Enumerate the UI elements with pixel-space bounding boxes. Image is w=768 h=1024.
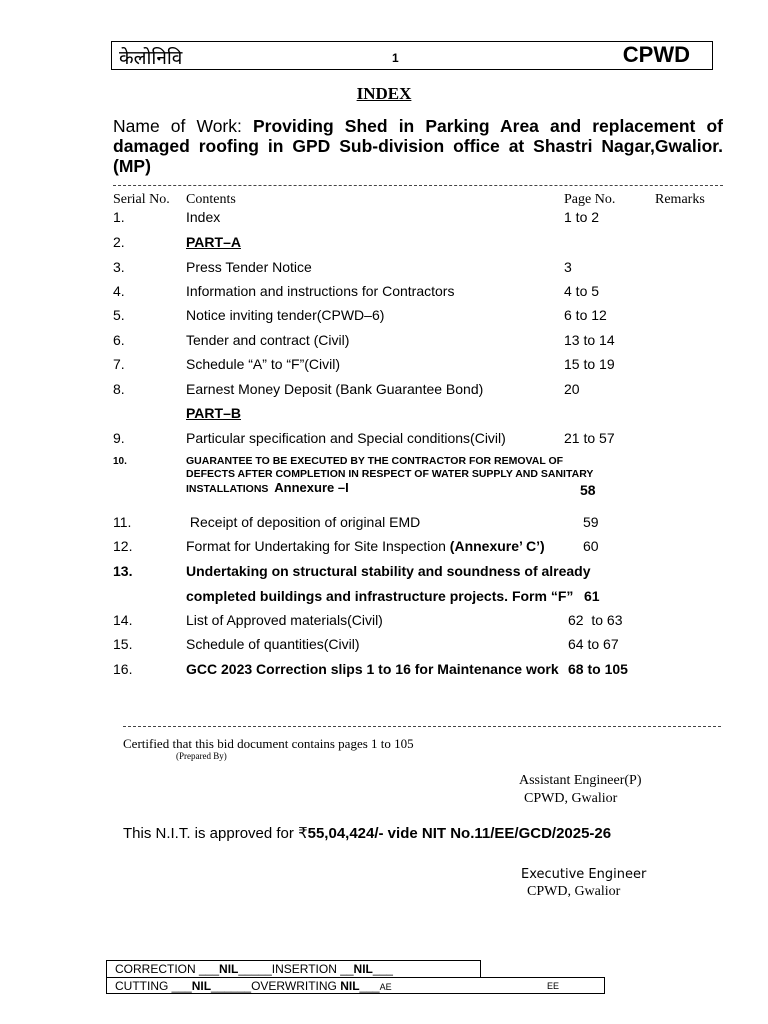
index-row: [0, 430, 768, 450]
row-content: GCC 2023 Correction slips 1 to 16 for Maintenance work: [186, 661, 559, 677]
divider: [113, 185, 723, 186]
row-serial: 14.: [113, 612, 133, 628]
index-row: [0, 332, 768, 352]
index-row: [0, 661, 768, 681]
row-serial: 7.: [113, 356, 125, 372]
row-serial: 3.: [113, 259, 125, 275]
row-serial: 5.: [113, 307, 125, 323]
index-row: [0, 636, 768, 656]
row-content: Schedule of quantities(Civil): [186, 636, 360, 652]
row-page: 1 to 2: [564, 209, 600, 225]
row-page: 21 to 57: [564, 430, 615, 446]
index-row: [0, 307, 768, 327]
row-content: List of Approved materials(Civil): [186, 612, 383, 628]
annexure-label: (Annexure’ C’): [449, 538, 545, 554]
col-page: Page No.: [564, 192, 616, 207]
row-content: Index: [186, 209, 221, 225]
row-page: 6 to 12: [564, 307, 607, 323]
index-row: [0, 563, 768, 583]
ae-mark: AE: [379, 982, 392, 992]
row-content: Tender and contract (Civil): [186, 332, 350, 348]
row-content-continued: completed buildings and infrastructure projects. Form “F”: [186, 588, 574, 604]
executive-engineer-location: CPWD, Gwalior: [527, 884, 621, 899]
row-serial: 6.: [113, 332, 125, 348]
correction-line: [115, 962, 393, 976]
index-row: [0, 514, 768, 534]
approval-statement: [123, 824, 611, 842]
row-content: Earnest Money Deposit (Bank Guarantee Bond): [186, 381, 484, 397]
index-row: [0, 405, 768, 425]
index-row: [0, 209, 768, 229]
work-label: Name of Work:: [113, 116, 253, 136]
certified-statement: Certified that this bid document contains pages 1 to 105: [123, 736, 414, 751]
row-content: Press Tender Notice: [186, 259, 312, 275]
row-page: 59: [583, 514, 599, 530]
approval-amount: 55,04,424/- vide NIT No.11/EE/GCD/2025-26: [307, 825, 612, 842]
divider: [123, 726, 721, 727]
row-content: Particular specification and Special conditions(Civil): [186, 430, 506, 446]
row-serial: 2.: [113, 234, 125, 250]
index-row: [0, 259, 768, 279]
index-row: [0, 381, 768, 401]
index-row: [0, 538, 768, 558]
row-page: 60: [583, 538, 599, 554]
row-page: 20: [564, 381, 580, 397]
row-page: 62 to 63: [568, 612, 623, 628]
index-row: [0, 612, 768, 632]
header-org: CPWD: [622, 42, 690, 67]
row-content: Receipt of deposition of original EMD: [186, 514, 421, 530]
insertion-tail: ___: [372, 962, 393, 976]
row-serial: 12.: [113, 538, 133, 554]
index-title: INDEX: [356, 84, 412, 103]
guarantee-text: GUARANTEE TO BE EXECUTED BY THE CONTRACTOR FOR REMOVAL OF DEFECTS AFTER COMPLETION IN RESPECT OF WATER SUPPLY AND SANITARY INSTALLATIONS: [186, 455, 594, 495]
page-number: 1: [392, 51, 399, 65]
correction-label: CORRECTION ___: [115, 962, 220, 976]
approval-prefix: This N.I.T. is approved for: [123, 825, 299, 842]
header-box: [111, 41, 713, 70]
assistant-engineer-location: CPWD, Gwalior: [524, 791, 618, 806]
col-contents: Contents: [186, 192, 236, 207]
row-serial: 9.: [113, 430, 125, 446]
row-page: 13 to 14: [564, 332, 615, 348]
assistant-engineer-title: Assistant Engineer(P): [519, 773, 642, 788]
row-serial: 8.: [113, 381, 125, 397]
annexure-label: Annexure –I: [274, 480, 349, 495]
part-a-heading: PART–A: [186, 234, 241, 250]
header-hindi-title: केलोनिवि: [119, 47, 183, 69]
cutting-line: [115, 979, 392, 993]
row-serial: 4.: [113, 283, 125, 299]
index-row: [0, 356, 768, 376]
cutting-box: [106, 977, 605, 994]
row-serial: 15.: [113, 636, 133, 652]
col-remarks: Remarks: [655, 192, 705, 207]
row-serial: 16.: [113, 661, 133, 677]
insertion-value: NIL: [353, 962, 373, 976]
overwriting-value: NIL: [340, 979, 360, 993]
row-content-guarantee: [186, 455, 606, 496]
row-page: 15 to 19: [564, 356, 615, 372]
overwriting-label: ______OVERWRITING: [211, 979, 341, 993]
work-name: Providing Shed in Parking Area and replacement of damaged roofing in GPD Sub-division office at Shastri Nagar,Gwalior. (MP): [113, 116, 723, 176]
row-page: 58: [580, 482, 596, 498]
row-content: Schedule “A” to “F”(Civil): [186, 356, 341, 372]
col-serial: Serial No.: [113, 192, 170, 207]
row-content: Notice inviting tender(CPWD–6): [186, 307, 385, 323]
row-page: 64 to 67: [568, 636, 619, 652]
row-serial: 13.: [113, 563, 133, 579]
row-serial: 1.: [113, 209, 125, 225]
part-b-heading: PART–B: [186, 405, 241, 421]
prepared-by: (Prepared By): [176, 751, 227, 761]
row-page: 61: [584, 588, 600, 604]
row-serial: 11.: [113, 514, 132, 530]
name-of-work: [113, 116, 723, 176]
rupee-icon: ₹: [298, 824, 308, 842]
overwriting-tail: ___: [359, 979, 380, 993]
executive-engineer-title: Executive Engineer: [521, 867, 647, 882]
insertion-label: _____INSERTION __: [238, 962, 354, 976]
index-row-continued: [0, 588, 768, 608]
cutting-label: CUTTING ___: [115, 979, 192, 993]
row-page: 4 to 5: [564, 283, 600, 299]
correction-value: NIL: [219, 962, 239, 976]
row-page: 3: [564, 259, 572, 275]
index-row: [0, 234, 768, 254]
correction-box: [106, 960, 481, 978]
ee-mark: EE: [547, 981, 560, 991]
row-serial: 10.: [113, 456, 127, 467]
row-content: Information and instructions for Contractors: [186, 283, 455, 299]
row-content-text: Format for Undertaking for Site Inspection: [186, 538, 450, 554]
row-content: [186, 538, 545, 554]
cutting-value: NIL: [191, 979, 212, 993]
row-content: Undertaking on structural stability and soundness of already: [186, 563, 591, 579]
row-page: 68 to 105: [568, 661, 628, 677]
index-row: [0, 283, 768, 303]
